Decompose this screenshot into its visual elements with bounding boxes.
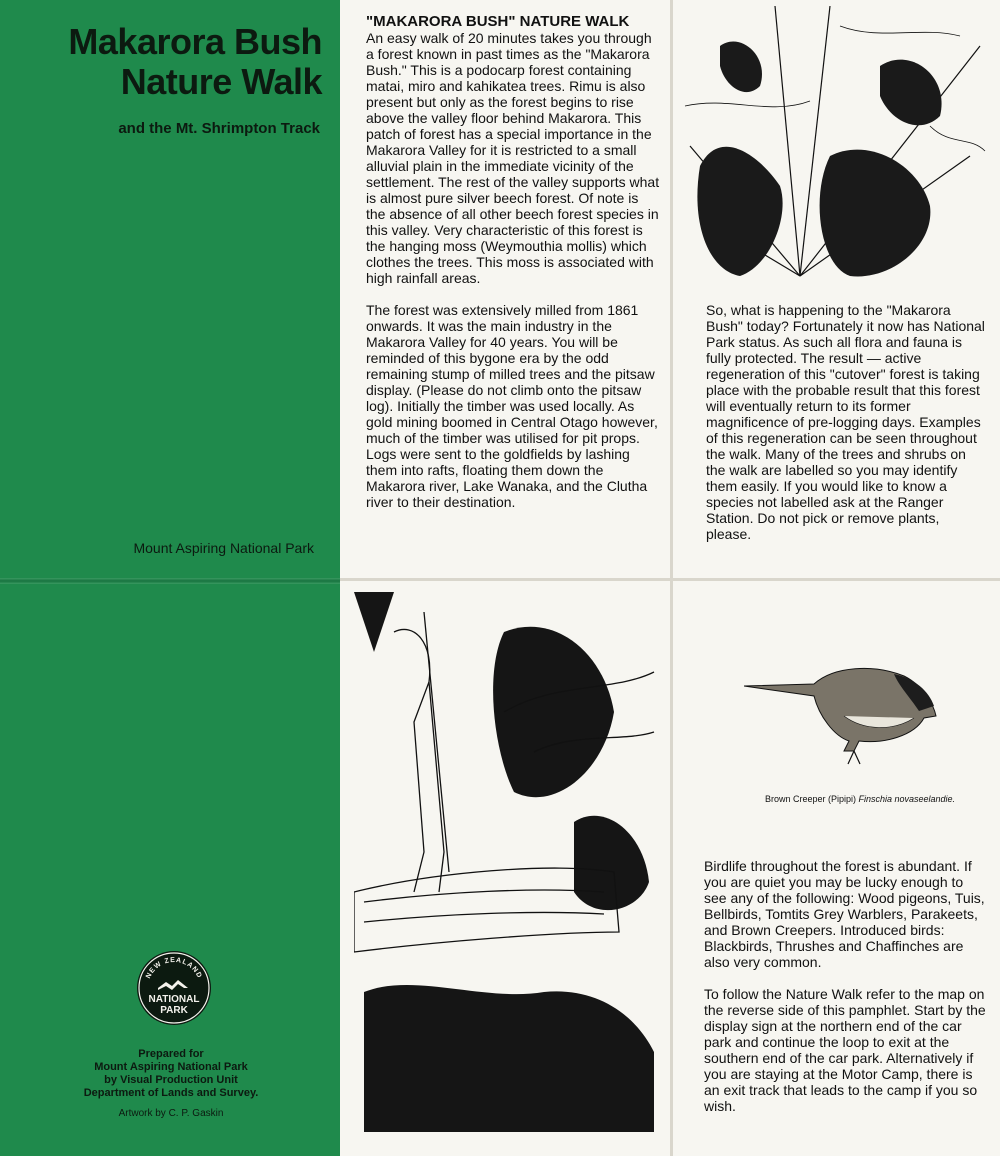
credits-line: Prepared for <box>138 1048 204 1060</box>
logo-line2: PARK <box>160 1005 188 1016</box>
horizontal-fold <box>340 578 1000 581</box>
title-line-1: Makarora Bush <box>68 21 322 62</box>
cover-panel <box>0 0 340 1156</box>
today-paragraph: So, what is happening to the "Makarora Bush" today? Fortunately it now has National Park status. As such all flora and fauna is fully protected. The result — active regeneration of this "cutover" forest is taking place with the probable result that this forest will eventually return to its former magnificence of pre-logging days. Examples of this regeneration can be seen throughout the walk. Many of the trees and shrubs on the walk are labelled so you may identify them easily. If you would like to know a species not labelled ask at the Ranger Station. Do not pick or remove plants, please. <box>706 302 985 542</box>
intro-panel <box>366 14 660 510</box>
bird-caption <box>740 794 980 804</box>
logo-top-text: NEW ZEALAND <box>145 956 203 980</box>
credits-line: Mount Aspiring National Park <box>94 1061 248 1073</box>
brown-creeper-illustration <box>744 656 944 766</box>
park-name: Mount Aspiring National Park <box>133 540 314 556</box>
birds-paragraph-1: Birdlife throughout the forest is abundant. If you are quiet you may be lucky enough to see any of the following: Wood pigeons, Tuis, Bellbirds, Tomtits Grey Warblers, Parakeets, and Brown Creepers. Introduced birds: Blackbirds, Thrushes and Chaffinches are also very common. <box>704 858 985 970</box>
intro-paragraph-1: An easy walk of 20 minutes takes you through a forest known in past times as the "Makarora Bush." This is a podocarp forest containing matai, miro and kahikatea trees. Rimu is also present but only as the forest begins to rise above the valley floor behind Makarora. This patch of forest has a special importance in the Makarora Valley for it is restricted to a small alluvial plain in the immediate vicinity of the settlement. The rest of the valley supports what is almost pure silver beech forest. Of note is the absence of all other beech forest species in this valley. Very characteristic of this forest is the hanging moss (Weymouthia mollis) which clothes the trees. This moss is associated with high rainfall areas. <box>366 30 660 286</box>
birds-paragraph-2: To follow the Nature Walk refer to the map on the reverse side of this pamphlet. Start by the display sign at the northern end of the car park and continue the loop to exit at the southern end of the car park. Alternatively if you are staying at the Motor Camp, there is an exit track that leads to the camp if you so wish. <box>704 986 986 1114</box>
birds-panel <box>704 858 988 1114</box>
cover-title <box>68 22 322 102</box>
intro-paragraph-2: The forest was extensively milled from 1861 onwards. It was the main industry in the Makarora Valley for 40 years. You will be reminded of this bygone era by the odd remaining stump of milled trees and the pitsaw display. (Please do not climb onto the pitsaw log). Initially the timber was used locally. As gold mining boomed in Central Otago however, much of the timber was utilised for pit props. Logs were sent to the goldfields by lashing them into rafts, floating them down the Makarora river, Lake Wanaka, and the Clutha river to their destination. <box>366 302 658 510</box>
caption-common-name: Brown Creeper (Pipipi) <box>764 794 856 804</box>
credits-line: Department of Lands and Survey. <box>83 1087 259 1099</box>
intro-heading: "MAKARORA BUSH" NATURE WALK <box>366 13 630 30</box>
title-line-2: Nature Walk <box>120 61 322 102</box>
pitsaw-illustration <box>354 592 664 1132</box>
credits-line: by Visual Production Unit <box>104 1074 238 1086</box>
cover-subtitle: and the Mt. Shrimpton Track <box>118 120 320 137</box>
forest-canopy-illustration <box>680 6 990 286</box>
caption-latin-name: Finschia novaseelandie. <box>858 794 956 804</box>
artwork-credit: Artwork by C. P. Gaskin <box>118 1108 224 1119</box>
national-park-logo <box>136 950 212 1026</box>
logo-line1: NATIONAL <box>148 994 200 1005</box>
cover-fold-line <box>0 578 340 584</box>
credits-block <box>40 1048 302 1100</box>
today-panel <box>706 302 988 542</box>
